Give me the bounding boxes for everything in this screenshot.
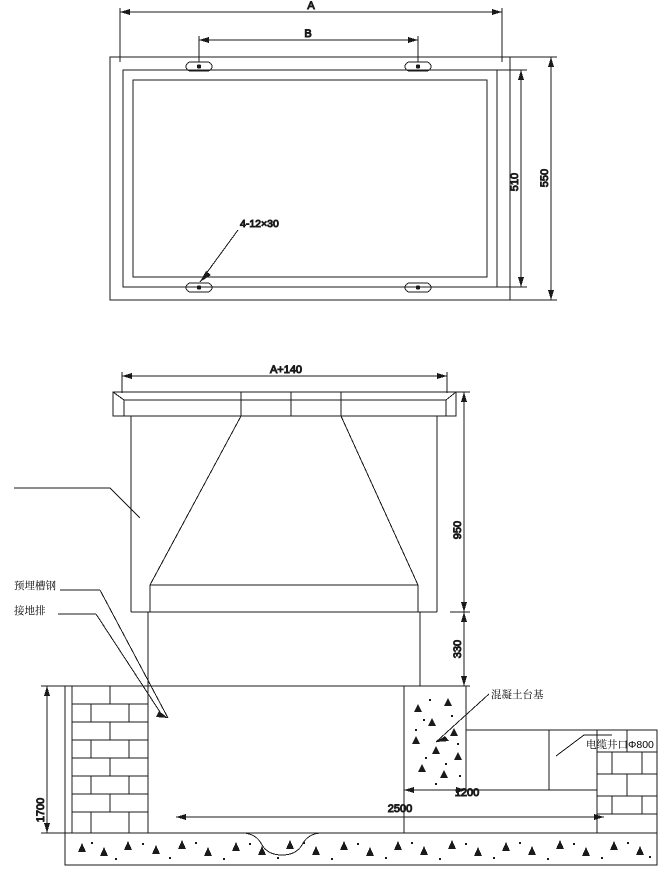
dimension-950 bbox=[450, 392, 470, 612]
dimension-550-label: 550 bbox=[539, 168, 551, 188]
top-plate-outline bbox=[110, 57, 510, 300]
dimension-A-label: A bbox=[307, 0, 315, 12]
concrete-foundation-block bbox=[404, 686, 549, 790]
dimension-950-label: 950 bbox=[452, 520, 464, 540]
dimension-510-label: 510 bbox=[509, 172, 521, 192]
embedded-channel-steel-label: 预埋槽钢 bbox=[14, 580, 56, 592]
enclosure-body bbox=[131, 416, 437, 612]
slot-callout-label: 4-12×30 bbox=[240, 218, 279, 230]
concrete-foundation-leader bbox=[436, 694, 489, 742]
dimension-1200-label: 1200 bbox=[454, 787, 480, 799]
elevation-view-group bbox=[14, 364, 657, 865]
dimension-A140-label: A+140 bbox=[269, 364, 303, 376]
brick-pier-left bbox=[72, 686, 148, 833]
grounding-bar-leader bbox=[58, 614, 160, 712]
top-opening bbox=[133, 80, 487, 277]
body-leader-line bbox=[14, 488, 140, 518]
ground-slab bbox=[65, 833, 657, 865]
dimension-B-label: B bbox=[304, 28, 312, 40]
base-pedestal bbox=[148, 612, 420, 686]
cable-pit-outline bbox=[148, 686, 404, 855]
concrete-foundation-label: 混凝土台基 bbox=[491, 689, 544, 701]
cable-well-opening-label: 电缆井口Φ800 bbox=[586, 739, 654, 751]
dimension-1700-label: 1700 bbox=[35, 797, 47, 823]
top-cap-plate bbox=[113, 392, 456, 416]
grounding-bar-label: 接地排 bbox=[14, 605, 46, 617]
dimension-330-label: 330 bbox=[452, 639, 464, 659]
dimension-2500-label: 2500 bbox=[387, 803, 413, 815]
top-view-group bbox=[110, 0, 557, 300]
top-frame-inner bbox=[123, 70, 497, 287]
slot-callout-leader bbox=[200, 230, 238, 282]
